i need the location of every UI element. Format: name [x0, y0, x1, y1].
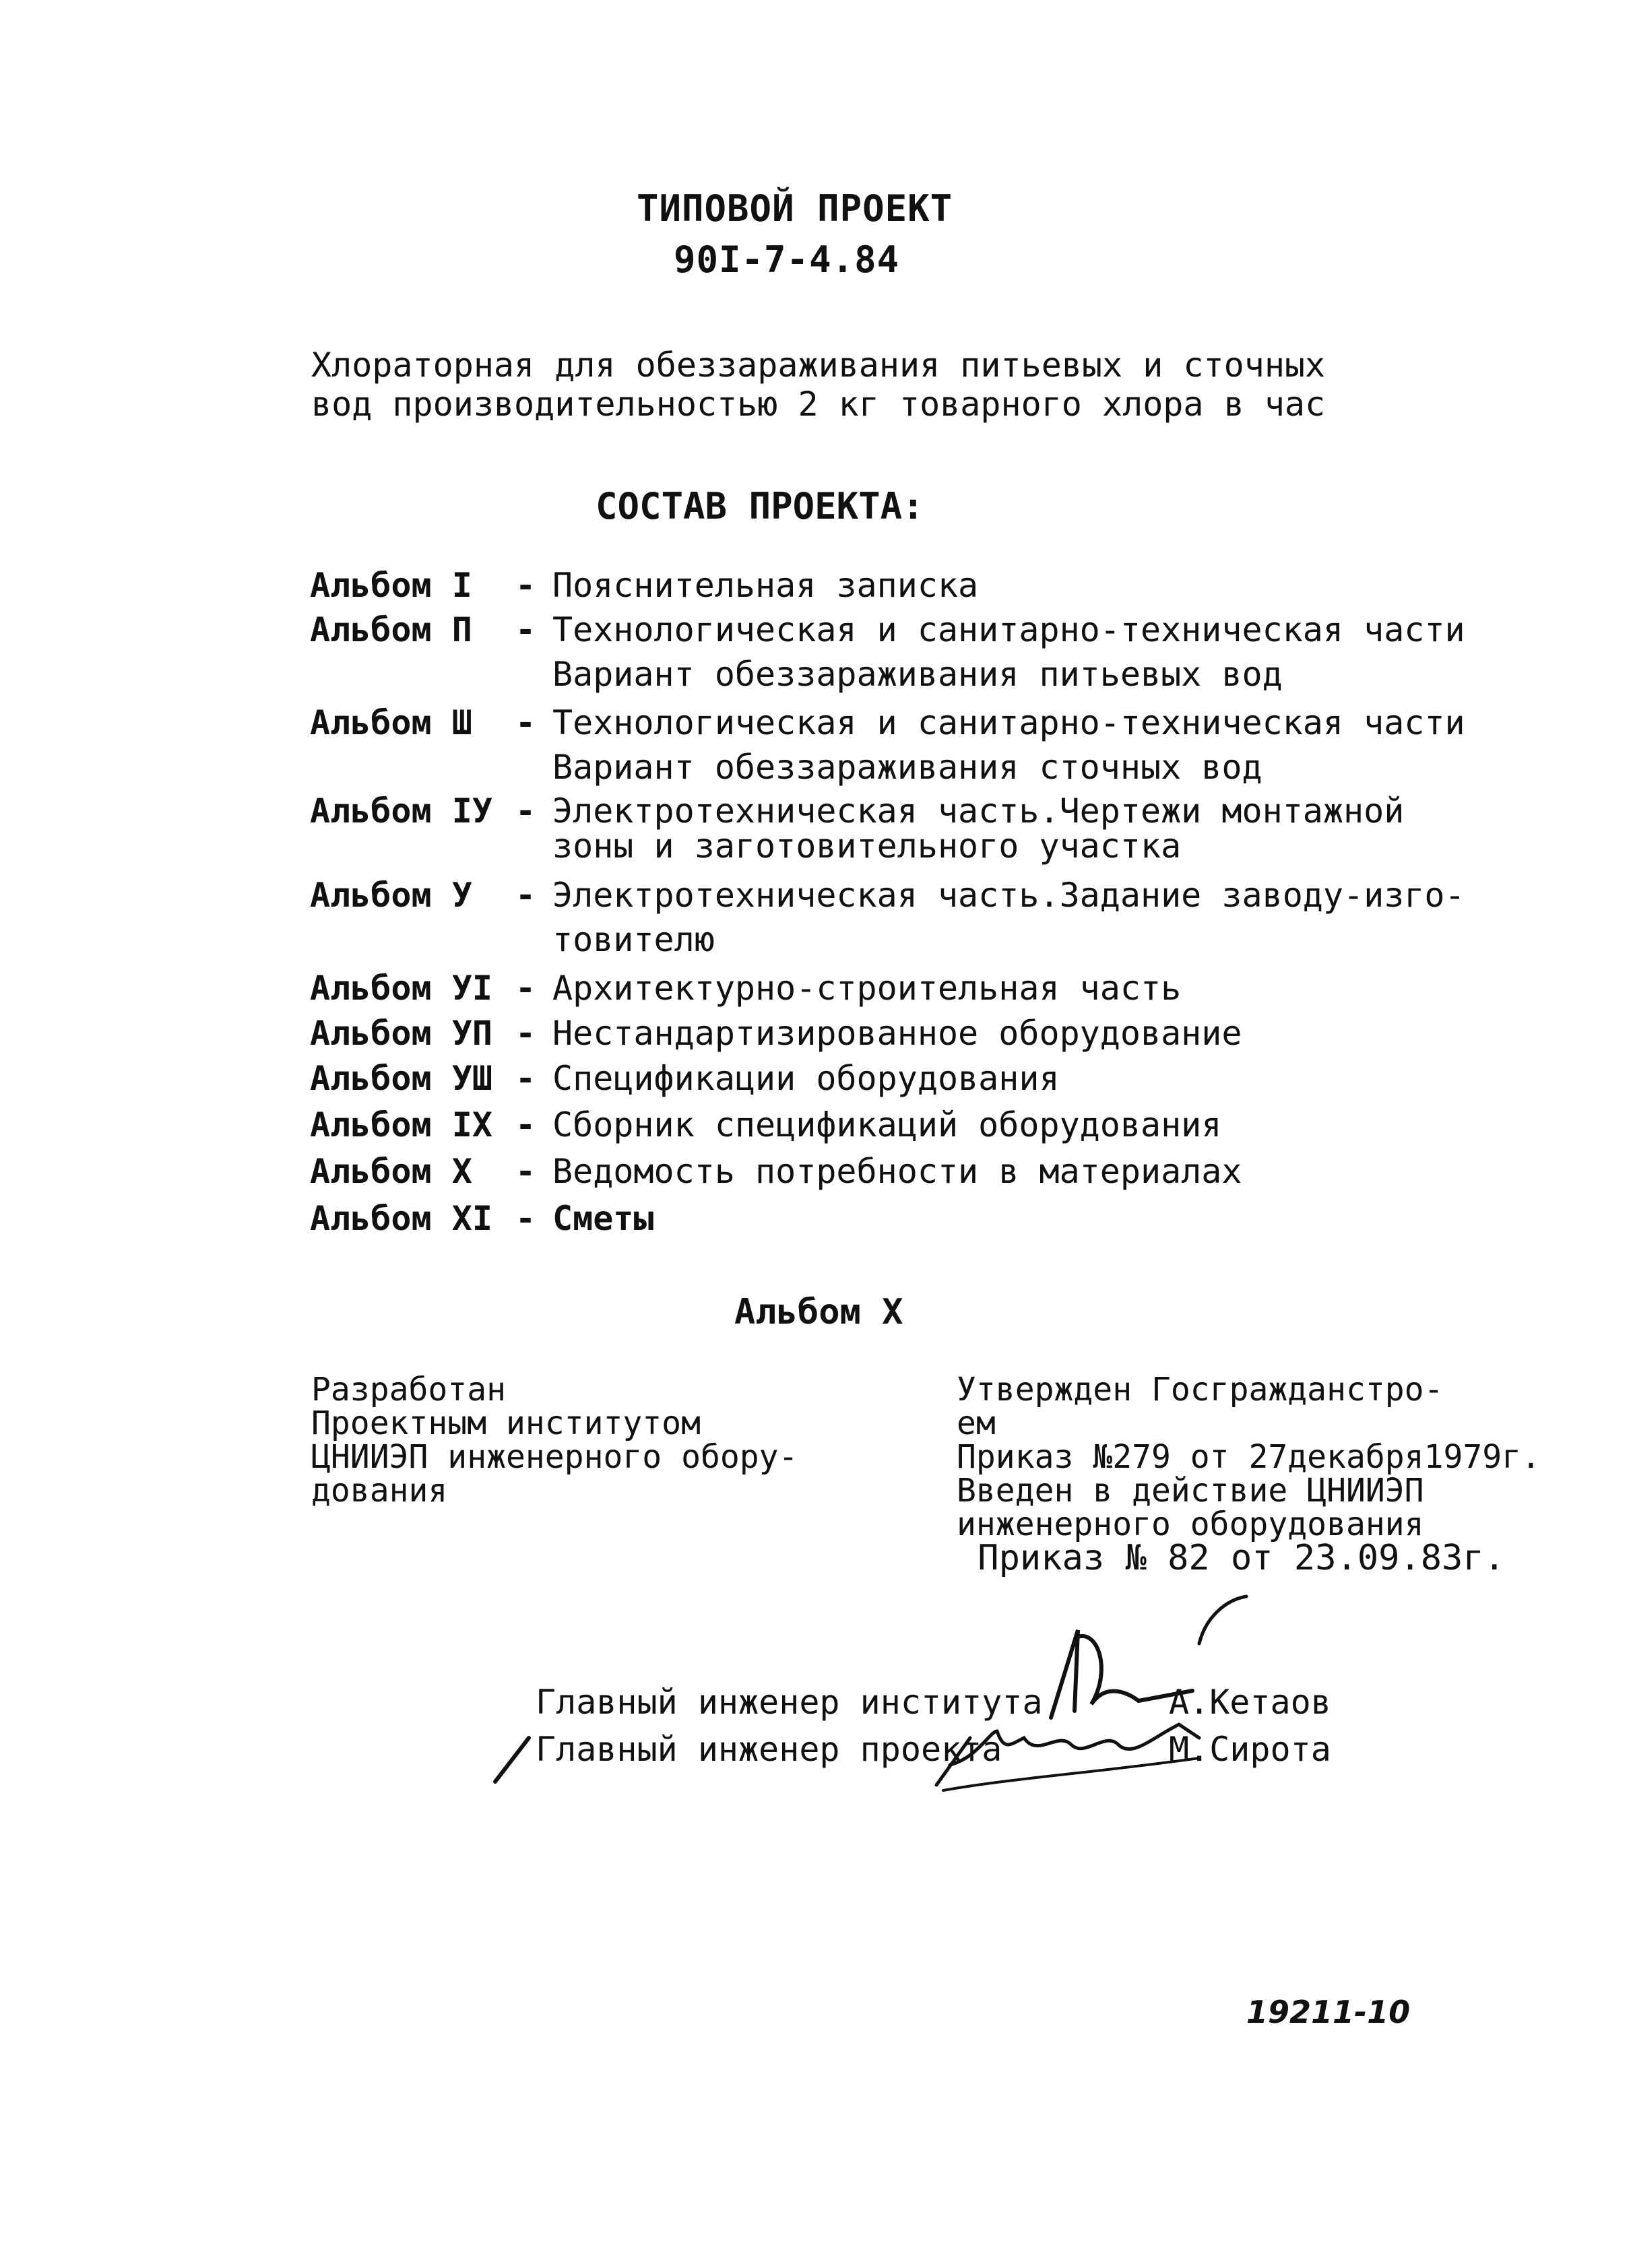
album-description: Нестандартизированное оборудование — [552, 1014, 1242, 1053]
album-label: Альбом X — [310, 1152, 472, 1191]
developed-line: Разработан — [311, 1371, 506, 1408]
project-type-title: ТИПОВОЙ ПРОЕКТ — [637, 187, 953, 230]
developed-line: дования — [311, 1472, 448, 1510]
project-description — [311, 346, 1325, 424]
album-row — [310, 1056, 1060, 1101]
description-line-1: Хлораторная для обеззараживания питьевых и сточных — [311, 346, 1326, 385]
current-album-title: Альбом X — [734, 1292, 903, 1332]
developed-line: ЦНИИЭП инженерного обору- — [311, 1438, 798, 1476]
album-dash: - — [515, 1014, 536, 1053]
album-label: Альбом УП — [310, 1014, 492, 1053]
album-description-continuation: товителю — [552, 920, 715, 959]
album-description: Спецификации оборудования — [552, 1059, 1060, 1098]
album-description: Архитектурно-строительная часть — [552, 969, 1182, 1008]
handwritten-archive-number: 19211-10 — [1246, 1994, 1411, 2030]
album-description: Электротехническая часть.Чертежи монтажной — [552, 791, 1405, 831]
album-row — [310, 563, 978, 608]
album-dash: - — [515, 791, 536, 831]
album-dash: - — [515, 969, 536, 1008]
album-dash: - — [515, 1152, 536, 1191]
album-row — [310, 1011, 1242, 1056]
album-dash: - — [515, 703, 536, 742]
album-description: Технологическая и санитарно-техническая части — [552, 703, 1465, 742]
approved-line: Приказ №279 от 27декабря1979г. — [957, 1438, 1541, 1476]
album-description: Пояснительная записка — [552, 566, 979, 605]
album-dash: - — [515, 1105, 536, 1144]
album-dash: - — [515, 876, 536, 915]
album-label: Альбом IУ — [310, 791, 492, 831]
album-row — [310, 1103, 1221, 1147]
album-description: Сметы — [552, 1199, 654, 1238]
album-label: Альбом XI — [310, 1199, 492, 1238]
approved-line: Введен в действие ЦНИИЭП — [957, 1472, 1424, 1510]
album-label: Альбом У — [310, 876, 472, 915]
album-dash: - — [515, 1059, 536, 1098]
approved-line: Приказ № 82 от 23.09.83г. — [957, 1538, 1505, 1578]
approved-line: ем — [957, 1404, 996, 1442]
approved-line: инженерного оборудования — [957, 1505, 1424, 1543]
album-description-continuation: зоны и заготовительного участка — [552, 827, 1182, 866]
album-row — [310, 966, 1181, 1010]
signature-sirota — [930, 1711, 1213, 1799]
album-label: Альбом I — [310, 566, 472, 605]
album-description: Ведомость потребности в материалах — [552, 1152, 1242, 1191]
composition-heading: СОСТАВ ПРОЕКТА: — [596, 485, 924, 527]
album-row — [310, 608, 1465, 696]
album-row — [310, 1196, 654, 1241]
approved-by-block — [957, 1371, 1541, 1578]
album-label: Альбом УI — [310, 969, 492, 1008]
signature-name-chief-project: М.Сирота — [1169, 1730, 1331, 1769]
approved-line: Утвержден Госгражданстро- — [957, 1371, 1444, 1408]
album-row — [310, 793, 1404, 864]
album-dash: - — [515, 566, 536, 605]
album-description: Технологическая и санитарно-техническая части — [552, 610, 1465, 649]
signature-role: Главный инженер проекта — [536, 1730, 1002, 1769]
project-code: 90I-7-4.84 — [674, 238, 900, 281]
album-label: Альбом УШ — [310, 1059, 492, 1098]
album-description-continuation: Вариант обеззараживания питьевых вод — [552, 655, 1283, 694]
album-dash: - — [515, 610, 536, 649]
album-row — [310, 873, 1465, 962]
developed-by-block — [311, 1373, 798, 1508]
album-row — [310, 701, 1465, 789]
signature-role: Главный инженер института — [536, 1683, 1043, 1722]
album-description: Электротехническая часть.Задание заводу-изго- — [552, 876, 1465, 915]
album-description: Сборник спецификаций оборудования — [552, 1105, 1222, 1144]
album-label: Альбом П — [310, 610, 472, 649]
album-row — [310, 1149, 1242, 1194]
description-line-2: вод производительностью 2 кг товарного хлора в час — [311, 385, 1326, 424]
check-mark — [488, 1728, 536, 1788]
album-dash: - — [515, 1199, 536, 1238]
album-label: Альбом IX — [310, 1105, 492, 1144]
album-description-continuation: Вариант обеззараживания сточных вод — [552, 748, 1262, 787]
signature-name-chief-institute: А.Кетаов — [1169, 1683, 1331, 1722]
developed-line: Проектным институтом — [311, 1404, 701, 1442]
album-label: Альбом Ш — [310, 703, 472, 742]
